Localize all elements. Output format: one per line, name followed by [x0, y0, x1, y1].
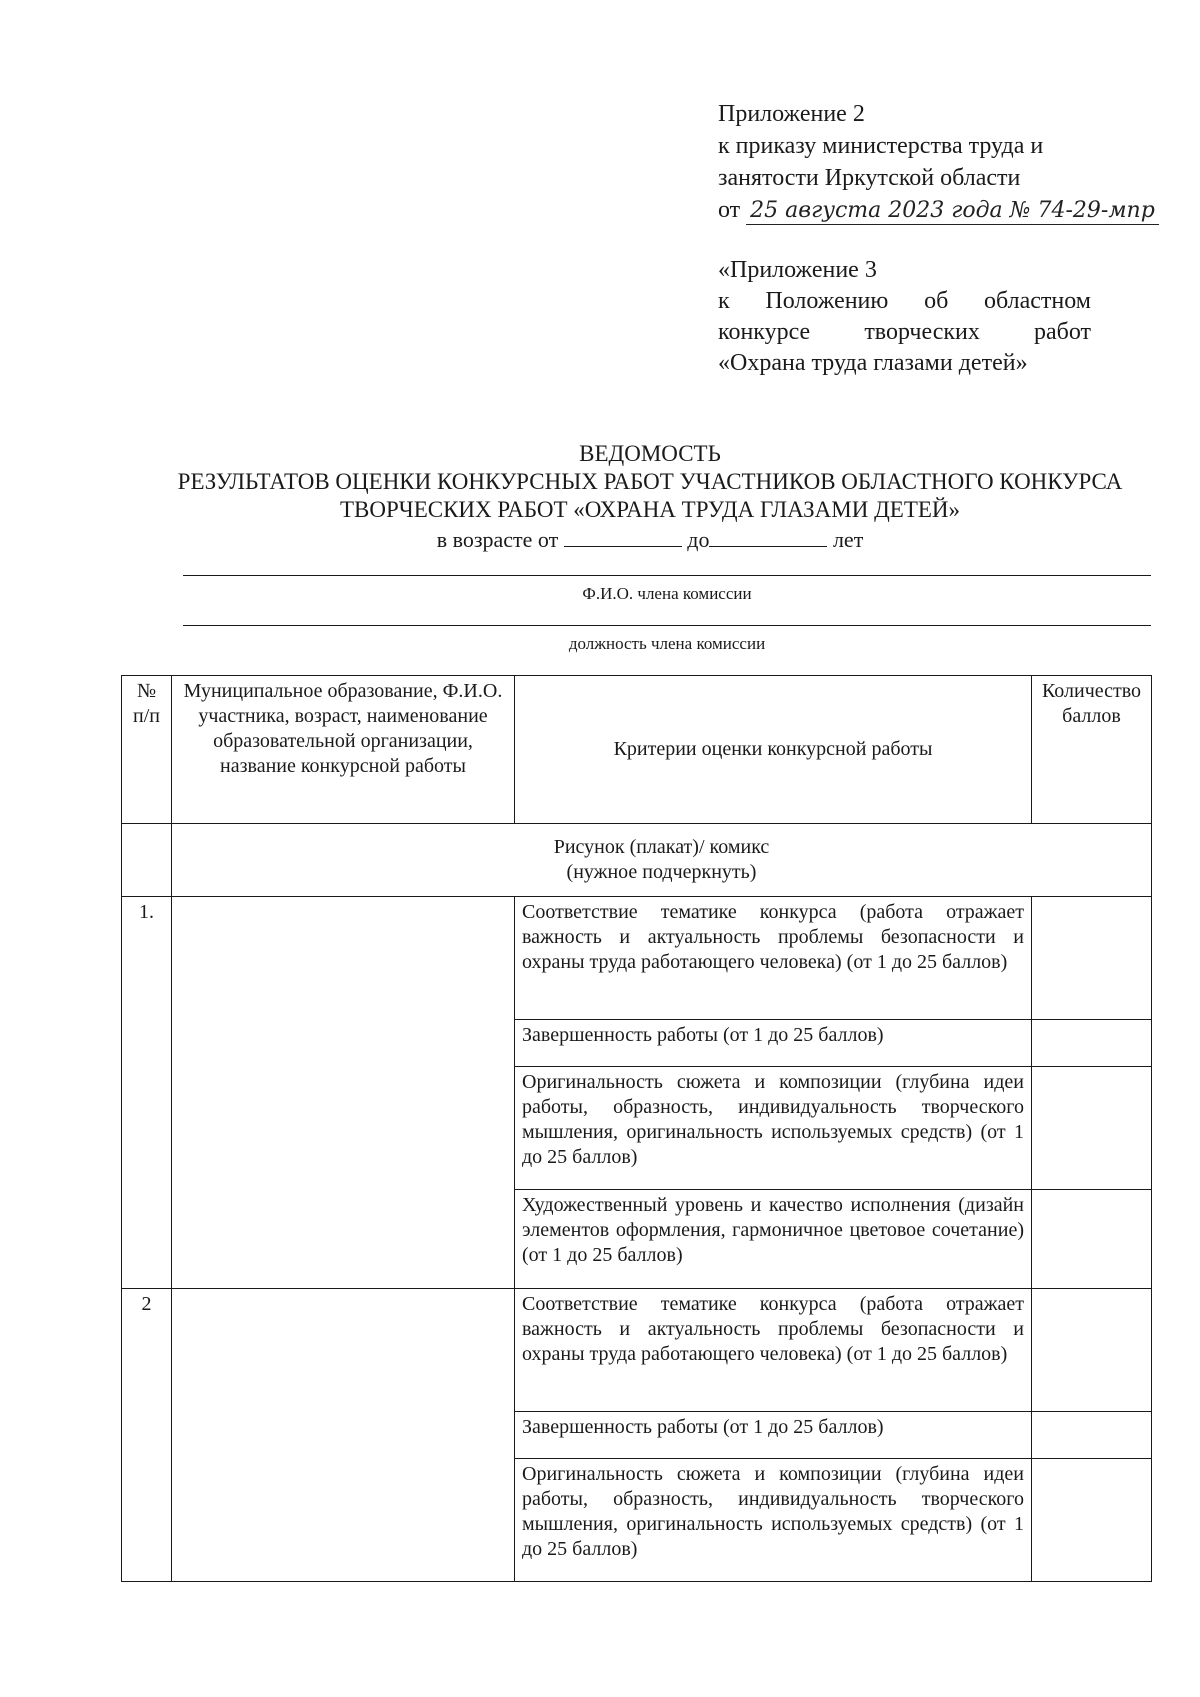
score-cell[interactable]: [1032, 1067, 1152, 1190]
age-to-label: до: [687, 527, 710, 552]
title-line: ВЕДОМОСТЬ: [579, 441, 721, 466]
section-row: [122, 824, 1152, 897]
section-title: [172, 824, 1152, 897]
age-to-field[interactable]: [709, 526, 827, 547]
appendix-header: [718, 98, 1155, 226]
title-line: РЕЗУЛЬТАТОВ ОЦЕНКИ КОНКУРСНЫХ РАБОТ УЧАСТНИКОВ ОБЛАСТНОГО КОНКУРСА: [177, 469, 1123, 494]
table-header-row: [122, 676, 1152, 824]
document-title: [120, 440, 1180, 524]
age-from-field[interactable]: [564, 526, 682, 547]
header-num: № п/п: [122, 676, 172, 824]
date-prefix: от: [718, 197, 741, 223]
age-suffix-label: лет: [832, 527, 864, 552]
score-cell[interactable]: [1032, 1412, 1152, 1459]
row-num: 2: [122, 1289, 172, 1582]
member-position-caption: должность члена комиссии: [568, 634, 766, 653]
appendix-line: Приложение 2: [718, 101, 865, 127]
appendix3-header: [718, 255, 1091, 379]
appendix3-line: конкурсе творческих работ: [718, 319, 1091, 345]
age-from-label: в возрасте от: [436, 527, 559, 552]
appendix3-line: к Положению об областном: [718, 288, 1091, 314]
score-cell[interactable]: [1032, 1459, 1152, 1582]
section-line: (нужное подчеркнуть): [566, 861, 757, 883]
member-name-caption: Ф.И.О. члена комиссии: [582, 584, 752, 603]
criterion-cell: Завершенность работы (от 1 до 25 баллов): [515, 1412, 1032, 1459]
score-cell[interactable]: [1032, 897, 1152, 1020]
header-participant: Муниципальное образование, Ф.И.О. участника, возраст, наименование образовательной организации, название конкурсной работы: [172, 676, 515, 824]
score-cell[interactable]: [1032, 1190, 1152, 1289]
criterion-cell: Оригинальность сюжета и композиции (глубина идеи работы, образность, индивидуальность творческого мышления, оригинальность используемых средств) (от 1 до 25 баллов): [515, 1459, 1032, 1582]
header-points: Количество баллов: [1032, 676, 1152, 824]
age-range-line: [120, 526, 1180, 554]
criterion-cell: Соответствие тематике конкурса (работа отражает важность и актуальность проблемы безопасности и охраны труда работающего человека) (от 1 до 25 баллов): [515, 897, 1032, 1020]
row-num: 1.: [122, 897, 172, 1289]
criterion-cell: Завершенность работы (от 1 до 25 баллов): [515, 1020, 1032, 1067]
criterion-cell: Оригинальность сюжета и композиции (глубина идеи работы, образность, индивидуальность творческого мышления, оригинальность используемых средств) (от 1 до 25 баллов): [515, 1067, 1032, 1190]
appendix-line: занятости Иркутской области: [718, 165, 1021, 191]
order-date-line: [718, 194, 1155, 226]
criterion-cell: Соответствие тематике конкурса (работа отражает важность и актуальность проблемы безопасности и охраны труда работающего человека) (от 1 до 25 баллов): [515, 1289, 1032, 1412]
score-cell[interactable]: [1032, 1020, 1152, 1067]
member-position-field[interactable]: [183, 625, 1151, 626]
appendix3-line: «Приложение 3: [718, 257, 877, 283]
header-criteria: Критерии оценки конкурсной работы: [515, 676, 1032, 824]
handwritten-date-text: 25 августа 2023 года № 74-29-мпр: [750, 198, 1155, 223]
participant-cell[interactable]: [172, 897, 515, 1289]
evaluation-table: [121, 675, 1152, 1582]
member-name-field[interactable]: [183, 575, 1151, 576]
appendix3-line: «Охрана труда глазами детей»: [718, 350, 1028, 376]
title-line: ТВОРЧЕСКИХ РАБОТ «ОХРАНА ТРУДА ГЛАЗАМИ ДЕТЕЙ»: [339, 497, 961, 522]
participant-cell[interactable]: [172, 1289, 515, 1582]
handwritten-date: [746, 197, 1159, 225]
score-cell[interactable]: [1032, 1289, 1152, 1412]
criterion-cell: Художественный уровень и качество исполнения (дизайн элементов оформления, гармоничное цветовое сочетание) (от 1 до 25 баллов): [515, 1190, 1032, 1289]
table-row: [122, 1289, 1152, 1412]
section-line: Рисунок (плакат)/ комикс: [553, 836, 770, 858]
appendix-line: к приказу министерства труда и: [718, 133, 1044, 159]
section-num-cell: [122, 824, 172, 897]
table-row: [122, 897, 1152, 1020]
